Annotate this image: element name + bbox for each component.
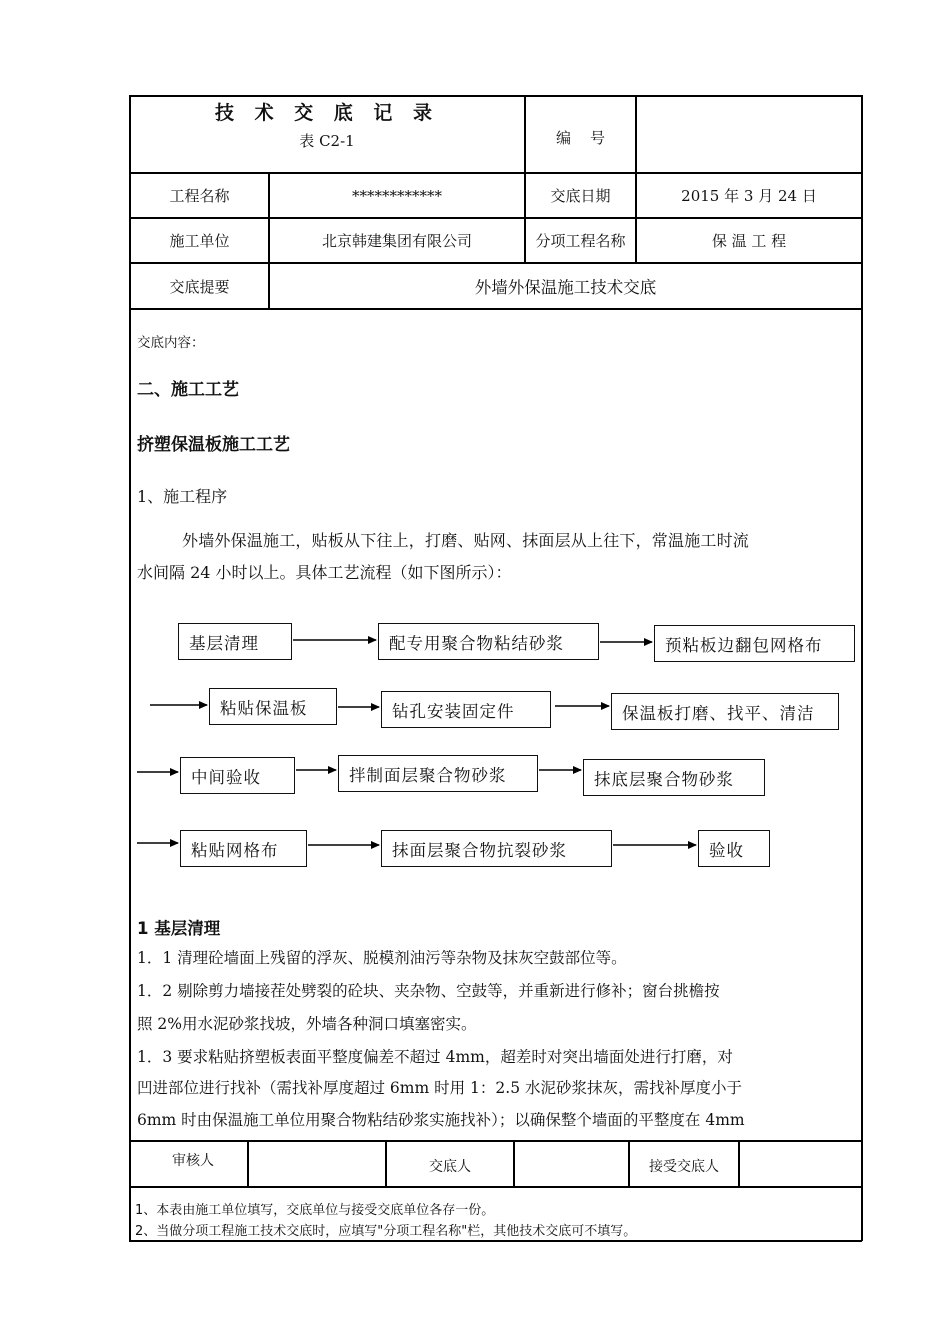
content-label: 交底内容： (137, 335, 205, 351)
flow-step-attach-mesh: 粘贴网格布 (180, 830, 307, 867)
paragraph-1-1: 1．1 清理砼墙面上残留的浮灰、脱模剂油污等杂物及抹灰空鼓部位等。 (137, 949, 627, 967)
flow-step-mid-inspection: 中间验收 (180, 757, 295, 794)
number-label: 编 号 (555, 128, 606, 147)
reviewer-label: 审核人 (172, 1153, 214, 1169)
flow-step-finish-coat: 抹面层聚合物抗裂砂浆 (381, 830, 612, 867)
project-name-value[interactable]: ************ (352, 186, 442, 205)
flow-step-base-coat: 抹底层聚合物砂浆 (583, 759, 765, 796)
footnote-1: 1、本表由施工单位填写，交底单位与接受交底单位各存一份。 (135, 1203, 495, 1218)
document-title: 技 术 交 底 记 录 (214, 101, 440, 124)
flow-step-attach-board: 粘贴保温板 (209, 688, 337, 725)
project-name-label: 工程名称 (169, 187, 230, 205)
flow-step-sand-level-clean: 保温板打磨、找平、清洁 (611, 693, 839, 730)
discloser-label: 交底人 (429, 1159, 471, 1175)
paragraph-1-2-line-2: 照 2%用水泥砂浆找坡，外墙各种洞口填塞密实。 (137, 1015, 477, 1033)
subsection-title: 挤塑保温板施工工艺 (137, 435, 290, 455)
reviewer-value[interactable] (249, 1142, 385, 1186)
flow-step-base-cleaning: 基层清理 (178, 623, 292, 660)
receiver-label: 接受交底人 (649, 1159, 719, 1175)
sub-project-label: 分项工程名称 (535, 232, 626, 250)
intro-line-2: 水间隔 24 小时以上。具体工艺流程（如下图所示）： (137, 563, 512, 582)
summary-label: 交底提要 (169, 277, 230, 296)
contractor-value[interactable]: 北京韩建集团有限公司 (321, 232, 472, 250)
flow-step-acceptance: 验收 (698, 830, 770, 867)
contractor-label: 施工单位 (169, 232, 230, 250)
step-title: 1、施工程序 (137, 487, 228, 506)
date-label: 交底日期 (550, 187, 611, 205)
flow-step-install-anchors: 钻孔安装固定件 (381, 691, 551, 728)
paragraph-1-3-line-2: 凹进部位进行找补（需找补厚度超过 6mm 时用 1：2.5 水泥砂浆抹灰，需找补厚度小于 (137, 1079, 742, 1097)
section-title: 二、施工工艺 (137, 380, 239, 400)
flow-step-mix-adhesive: 配专用聚合物粘结砂浆 (378, 623, 599, 660)
paragraph-1-3-line-1: 1．3 要求粘贴挤塑板表面平整度偏差不超过 4mm，超差时对突出墙面处进行打磨，对 (137, 1048, 733, 1066)
flow-step-mix-surface-mortar: 拌制面层聚合物砂浆 (338, 755, 538, 792)
date-value[interactable]: 2015 年 3 月 24 日 (681, 187, 817, 205)
form-number: 表 C2-1 (299, 131, 355, 150)
sub-project-value[interactable]: 保 温 工 程 (711, 232, 787, 250)
discloser-value[interactable] (515, 1142, 628, 1186)
paragraph-1-2-line-1: 1．2 剔除剪力墙接茬处劈裂的砼块、夹杂物、空鼓等，并重新进行修补；窗台挑檐按 (137, 982, 720, 1000)
flow-step-pre-wrap-mesh: 预粘板边翻包网格布 (654, 625, 855, 662)
footnote-2: 2、当做分项工程施工技术交底时，应填写"分项工程名称"栏，其他技术交底可不填写。 (135, 1224, 637, 1239)
intro-line-1: 外墙外保温施工，贴板从下往上，打磨、贴网、抹面层从上往下，常温施工时流 (182, 531, 750, 550)
paragraph-1-3-line-3: 6mm 时由保温施工单位用聚合物粘结砂浆实施找补）；以确保整个墙面的平整度在 4mm (137, 1111, 745, 1129)
receiver-value[interactable] (740, 1142, 861, 1186)
summary-value[interactable]: 外墙外保温施工技术交底 (474, 278, 657, 297)
base-cleaning-title: 1 基层清理 (137, 919, 221, 938)
